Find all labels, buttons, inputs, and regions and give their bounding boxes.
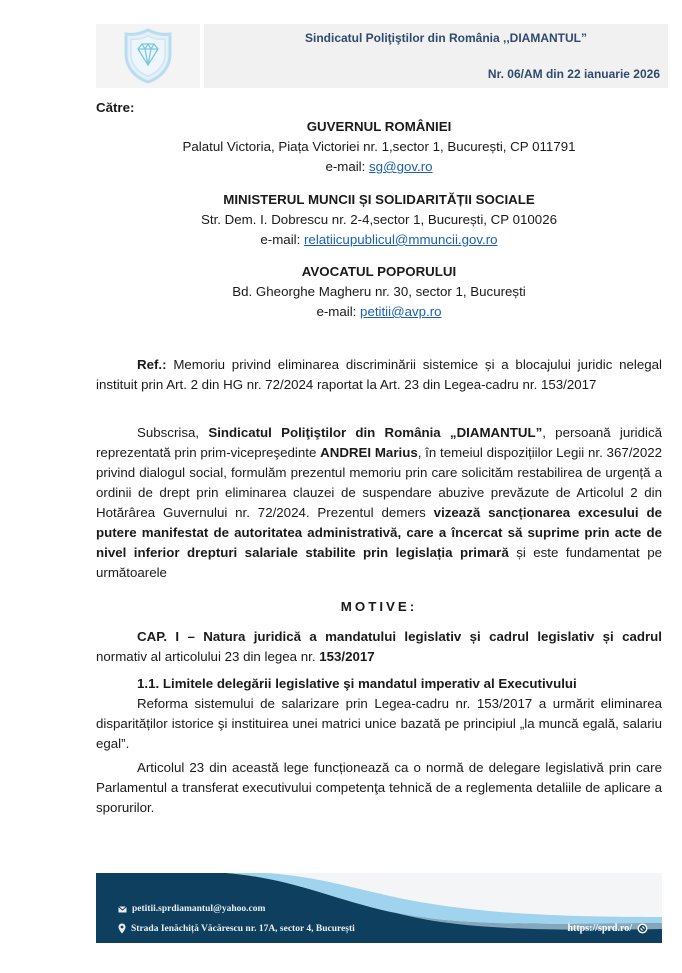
chapter-title-line1: CAP. I – Natura juridică a mandatului legislativ și cadrul legislativ și cadrul bbox=[137, 629, 662, 644]
intro-organization: Sindicatul Poliţiştilor din România „DIAMANTUL” bbox=[208, 425, 543, 440]
reference-paragraph bbox=[96, 355, 662, 395]
reference-label: Ref.: bbox=[137, 357, 167, 372]
intro-bold-claim: vizează sancționarea excesului de putere manifestat de autoritatea administrativă, care a încercat să suprime prin acte de nivel inferior drepturi salariale stabilite prin legislația primară bbox=[96, 505, 662, 560]
email-label: e-mail: bbox=[260, 232, 304, 247]
chapter-title-normal: normativ al articolului 23 din legea nr. bbox=[96, 649, 320, 664]
recipient-name: AVOCATUL POPORULUI bbox=[301, 264, 457, 279]
letterhead-banner bbox=[204, 24, 668, 88]
intro-text: Subscrisa, bbox=[137, 425, 209, 440]
chapter-title-bold: 153/2017 bbox=[319, 649, 375, 664]
recipient-ombudsman bbox=[96, 262, 662, 322]
recipient-email-line bbox=[96, 157, 662, 177]
intro-text: , persoană juridică reprezentată prin prim-vicepreşedinte bbox=[96, 425, 662, 460]
footer-website[interactable] bbox=[567, 923, 648, 934]
intro-text: , în temeiul dispozițiilor Legii nr. 367/2022 privind dialogul social, formulăm prezentul memoriu prin care solicităm restabilirea de urgență a ordinii de drept prin eliminarea clauzei de suspendare abuzive prevăzute de Articolul 2 din Hotărârea Guvernului nr. 72/2024. Prezentul demers bbox=[96, 445, 663, 520]
reference-text: Memoriu privind eliminarea discriminării sistemice și a blocajului juridic nelegal instituit prin Art. 2 din HG nr. 72/2024 raportat la Art. 23 din Legea-cadru nr. 153/2017 bbox=[96, 357, 662, 392]
envelope-icon bbox=[118, 906, 127, 913]
document-reference-number: Nr. 06/AM din 22 ianuarie 2026 bbox=[487, 67, 660, 81]
recipient-name: MINISTERUL MUNCII ȘI SOLIDARITĂȚII SOCIALE bbox=[223, 192, 535, 207]
letterhead bbox=[96, 24, 668, 88]
email-label: e-mail: bbox=[325, 159, 370, 174]
recipient-government bbox=[96, 117, 662, 177]
chapter-title bbox=[96, 627, 662, 667]
footer-email bbox=[118, 904, 265, 914]
intro-paragraph bbox=[96, 423, 662, 583]
organization-name: Sindicatul Poliţiştilor din România ,,DIAMANTUL” bbox=[304, 31, 587, 45]
recipient-name: GUVERNUL ROMÂNIEI bbox=[306, 119, 452, 134]
intro-representative: ANDREI Marius bbox=[320, 445, 418, 460]
recipient-email-link[interactable]: petitii@avp.ro bbox=[360, 304, 442, 319]
section-heading: 1.1. Limitele delegării legislative şi mandatul imperativ al Executivului bbox=[137, 676, 577, 691]
location-pin-icon bbox=[118, 923, 126, 934]
motive-heading: MOTIVE: bbox=[340, 599, 418, 614]
recipient-email-line bbox=[96, 302, 662, 322]
footer-address bbox=[118, 923, 355, 934]
email-label: e-mail: bbox=[316, 304, 361, 319]
footer-address-text: Strada Ienăchiță Văcărescu nr. 17A, sector 4, București bbox=[131, 923, 355, 934]
recipient-email-link[interactable]: relatiicupublicul@mmuncii.gov.ro bbox=[304, 232, 498, 247]
recipient-address: Palatul Victoria, Piața Victoriei nr. 1,sector 1, București, CP 011791 bbox=[182, 139, 576, 154]
footer-url-text[interactable]: https://sprd.ro/ bbox=[567, 923, 632, 934]
section-paragraph-2: Articolul 23 din această lege funcționează ca o normă de delegare legislativă prin care Parlamentul a transferat executivului competenţa tehnică de a reglementa detaliile de aplicare a sporurilor. bbox=[96, 760, 662, 815]
section-paragraph-1: Reforma sistemului de salarizare prin Legea-cadru nr. 153/2017 a urmărit eliminarea disparităților istorice şi instituirea unei matrici unice bazată pe principiul „la muncă egală, salariu egal”. bbox=[96, 696, 662, 751]
logo-cell bbox=[96, 24, 200, 88]
globe-link-icon bbox=[637, 923, 648, 934]
recipient-email-line bbox=[96, 230, 662, 250]
recipient-address: Bd. Gheorghe Magheru nr. 30, sector 1, București bbox=[232, 284, 526, 299]
recipient-address: Str. Dem. I. Dobrescu nr. 2-4,sector 1, București, CP 010026 bbox=[201, 212, 557, 227]
letterhead-footer bbox=[96, 873, 662, 943]
recipient-email-link[interactable]: sg@gov.ro bbox=[369, 159, 433, 174]
intro-text: și este fundamentat pe următoarele bbox=[96, 545, 662, 580]
diamond-shield-icon bbox=[122, 28, 174, 84]
recipient-ministry bbox=[96, 190, 662, 250]
footer-email-text[interactable]: petitii.sprdiamantul@yahoo.com bbox=[132, 904, 266, 914]
recipients-label: Către: bbox=[96, 100, 135, 115]
chapter-title-line2 bbox=[96, 647, 662, 667]
